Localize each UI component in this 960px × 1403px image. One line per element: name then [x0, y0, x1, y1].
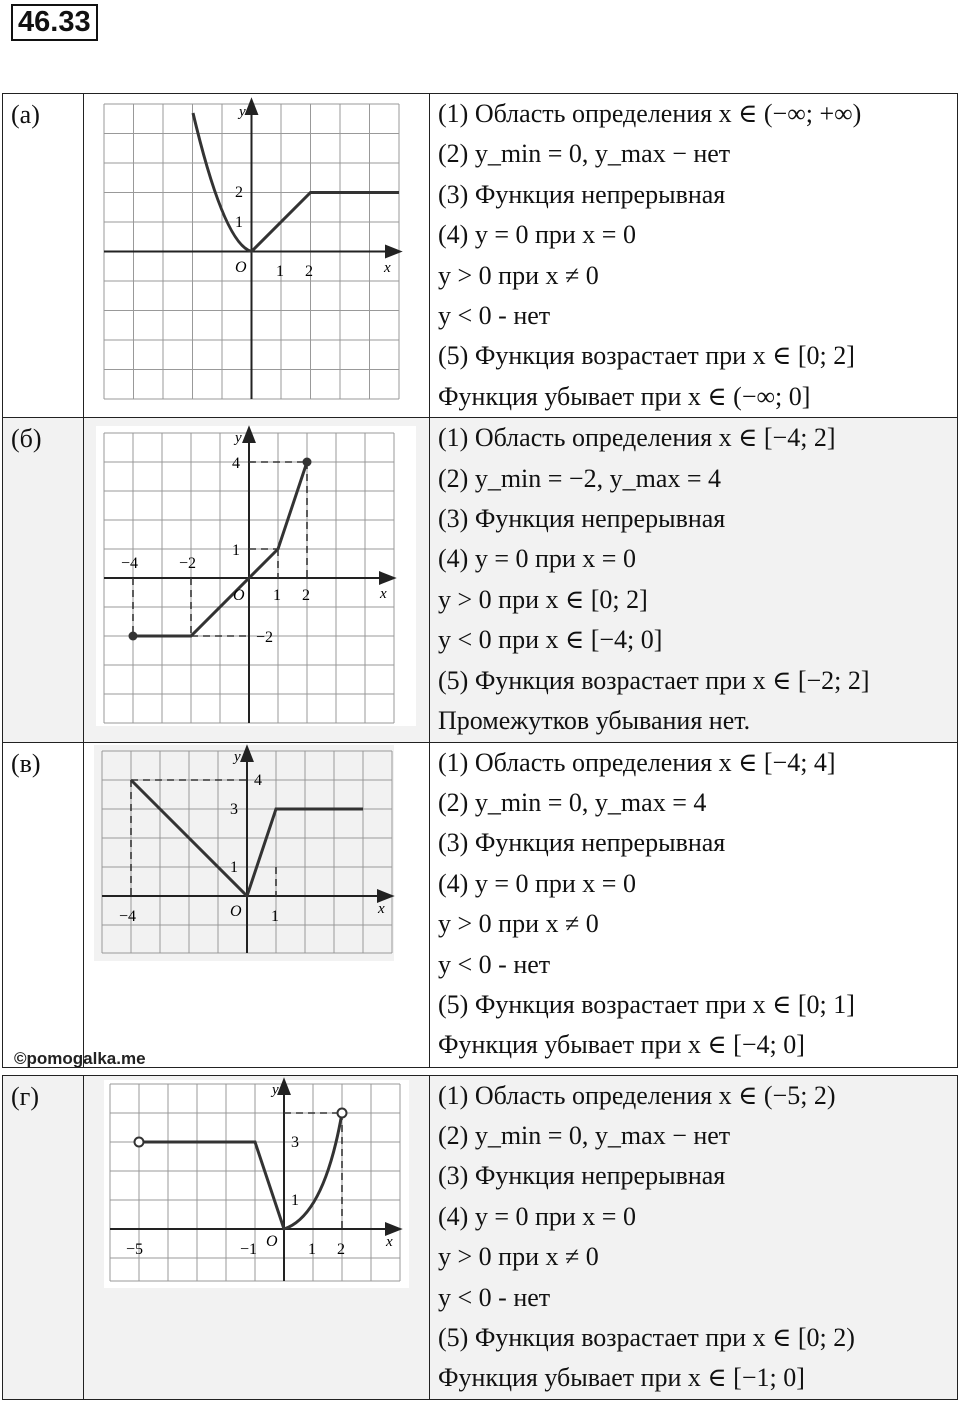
text-line: y > 0 при x ∈ [0; 2] [438, 584, 648, 614]
axis-label-x: x [386, 1233, 393, 1250]
graph-v [84, 743, 429, 1063]
text-line: (4) y = 0 при x = 0 [438, 1201, 636, 1231]
tick-label: −4 [121, 555, 139, 573]
text-line: (1) Область определения x ∈ [−4; 2] [438, 423, 836, 453]
tick-label: 1 [232, 542, 240, 560]
text-line: (3) Функция непрерывная [438, 504, 726, 534]
row-label: (б) [3, 418, 84, 742]
text-line: (3) Функция непрерывная [438, 179, 726, 209]
text-line: y > 0 при x ≠ 0 [438, 260, 599, 290]
origin-label: O [266, 1232, 278, 1250]
text-line: (4) y = 0 при x = 0 [438, 220, 636, 250]
tick-label: 2 [302, 587, 310, 605]
origin-label: O [233, 587, 245, 605]
text-line: y > 0 при x ≠ 0 [438, 1242, 599, 1272]
endpoint-filled [303, 458, 312, 467]
text-line: (5) Функция возрастает при x ∈ [0; 2] [438, 341, 855, 371]
tick-label: 2 [305, 263, 313, 280]
text-line: (4) y = 0 при x = 0 [438, 868, 636, 898]
tick-label: 2 [337, 1240, 345, 1258]
tick-label: 3 [230, 800, 238, 818]
graph-b [84, 418, 429, 738]
text-line: y < 0 - нет [438, 301, 551, 331]
text-line: y < 0 - нет [438, 1282, 551, 1312]
axis-label-x: x [384, 260, 391, 276]
text-line: (4) y = 0 при x = 0 [438, 544, 636, 574]
text-line: (1) Область определения x ∈ (−∞; +∞) [438, 99, 862, 128]
text-line: (5) Функция возрастает при x ∈ [−2; 2] [438, 665, 870, 695]
table-row [3, 742, 958, 1067]
text-cell [430, 742, 958, 1067]
tick-label: −2 [256, 629, 274, 647]
tick-label: 1 [308, 1240, 316, 1258]
axis-label-x: x [378, 900, 385, 917]
text-line: (1) Область определения x ∈ (−5; 2) [438, 1080, 836, 1110]
tick-label: 4 [232, 455, 240, 473]
axis-label-y: y [235, 430, 242, 447]
tick-label: 1 [271, 907, 279, 925]
text-line: (5) Функция возрастает при x ∈ [0; 1] [438, 989, 855, 1019]
text-line: y > 0 при x ≠ 0 [438, 909, 599, 939]
axis-label-x: x [380, 586, 387, 603]
axis-label-y: y [234, 748, 241, 765]
text-line: (2) y_min = 0, y_max = 4 [438, 787, 707, 817]
endpoint-open [338, 1108, 347, 1117]
graph-cell [84, 742, 430, 1067]
tick-label: 1 [291, 1191, 299, 1209]
graph-cell [84, 418, 430, 742]
tick-label: 1 [273, 587, 281, 605]
text-line: Промежутков убывания нет. [438, 706, 751, 736]
table-gap [3, 1067, 958, 1075]
watermark: ©pomogalka.me [14, 1049, 146, 1068]
graph-cell [84, 94, 430, 418]
tick-label: −1 [240, 1240, 258, 1258]
endpoint-open [135, 1137, 144, 1146]
graph-g [84, 1076, 429, 1396]
text-line: (2) y_min = 0, y_max − нет [438, 1120, 731, 1150]
table-row [3, 94, 958, 418]
text-line: (2) y_min = −2, y_max = 4 [438, 463, 722, 493]
table-row [3, 1075, 958, 1399]
origin-label: O [235, 259, 247, 276]
origin-label: O [230, 902, 242, 920]
tick-label: −4 [119, 907, 137, 925]
text-line: (5) Функция возрастает при x ∈ [0; 2) [438, 1322, 855, 1352]
text-line: (3) Функция непрерывная [438, 1161, 726, 1191]
table-row [3, 418, 958, 742]
text-cell [430, 418, 958, 742]
axis-label-y: y [272, 1081, 279, 1098]
problem-number: 46.33 [11, 4, 98, 41]
tick-label: −5 [126, 1240, 144, 1258]
graph-cell [84, 1075, 430, 1399]
text-cell [430, 94, 958, 418]
text-line: Функция убывает при x ∈ [−4; 0] [438, 1030, 805, 1060]
axis-label-y: y [239, 104, 246, 120]
endpoint-filled [129, 632, 138, 641]
tick-label: 4 [254, 771, 262, 789]
text-line: Функция убывает при x ∈ [−1; 0] [438, 1363, 805, 1393]
tick-label: 1 [235, 214, 243, 231]
row-label: (г) [3, 1075, 84, 1399]
tick-label: −2 [179, 555, 197, 573]
text-cell [430, 1075, 958, 1399]
tick-label: 1 [230, 858, 238, 876]
solution-table [2, 93, 958, 1400]
graph-a [84, 94, 429, 414]
row-label: (а) [3, 94, 84, 418]
text-line: Функция убывает при x ∈ (−∞; 0] [438, 381, 811, 411]
tick-label: 1 [276, 263, 284, 280]
text-line: y < 0 - нет [438, 949, 551, 979]
tick-label: 2 [235, 184, 243, 201]
tick-label: 3 [291, 1133, 299, 1151]
text-line: y < 0 при x ∈ [−4; 0] [438, 625, 663, 655]
text-line: (3) Функция непрерывная [438, 828, 726, 858]
row-label: (в) [3, 742, 84, 1067]
text-line: (1) Область определения x ∈ [−4; 4] [438, 747, 836, 777]
text-line: (2) y_min = 0, y_max − нет [438, 139, 731, 169]
